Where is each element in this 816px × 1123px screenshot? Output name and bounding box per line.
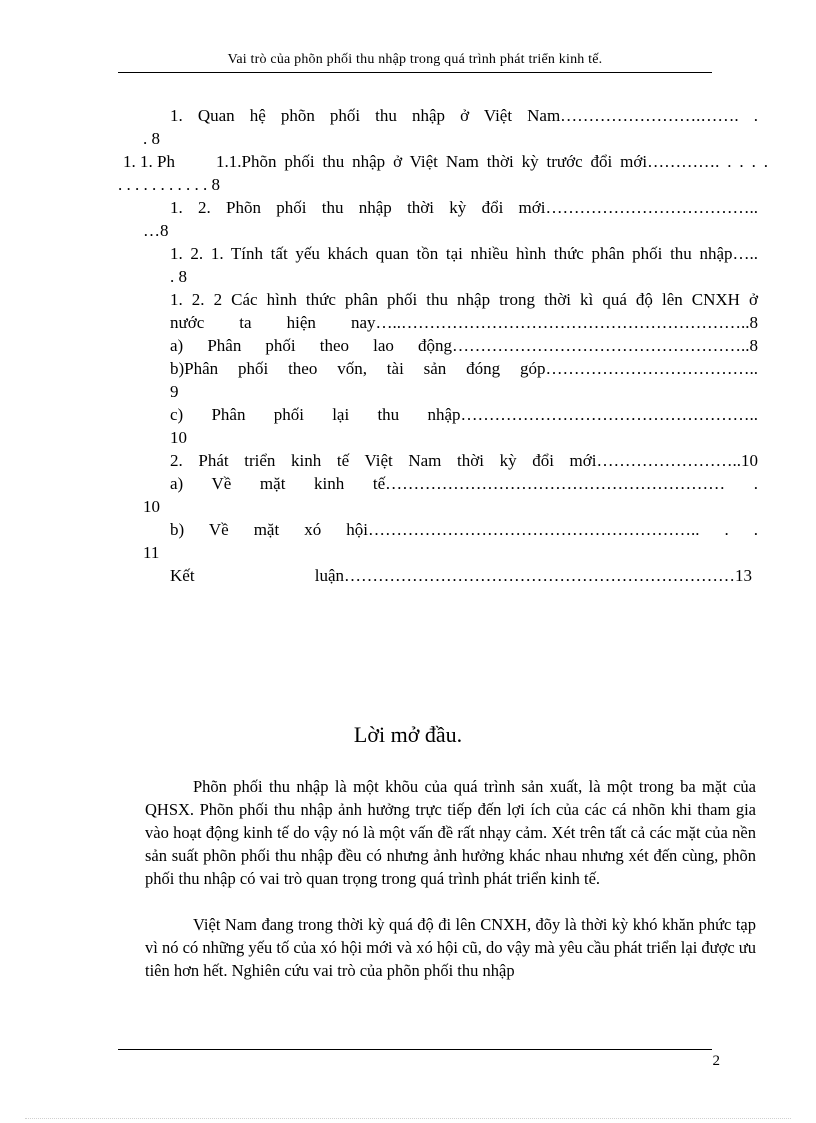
toc-entry: 1. 2. 1. Tính tất yếu khách quan tồn tại nhiều hình thức phân phối thu nhập….. [170,244,758,263]
toc-entry: b) Về mặt xó hội………………………………………………….. . . [170,520,758,539]
toc-entry: c) Phân phối lại thu nhập…………………………………………….. [170,405,758,424]
toc-entry-fragment: 1. 1. Ph [123,152,175,171]
toc-entry: 2. Phát triển kinh tế Việt Nam thời kỳ đổi mới……………………..10 [170,451,758,470]
page-title: Lời mở đầu. [353,722,463,747]
toc-entry: nước ta hiện nay…..……………………………………………………..8 [170,313,758,332]
paragraph-text: Phõn phối thu nhập là một khõu của quá trình sản xuất, là một trong ba mặt của QHSX. Phõn phối thu nhập ảnh hưởng trực tiếp đến lợi ích của các cá nhõn khi tham gia vào hoạt động kinh tế do vậy nó là một vấn đề rất nhạy cảm. Xét trên tất cả các mặt của nền sản suất phõn phối thu nhập đều có nhưng ảnh hưởng khác nhau nhưng xét đến cùng, phõn phối thu nhập có vai trò quan trọng trong quá trình phát triển kinh tế. [145,777,756,888]
toc-entry: 1. 2. 2 Các hình thức phân phối thu nhập trong thời kì quá độ lên CNXH ở [170,290,758,309]
footer-divider [118,1049,712,1050]
paragraph [145,775,756,890]
paragraph [145,913,756,982]
page-number: 2 [712,1053,720,1069]
toc-entry-page: 9 [170,382,179,401]
header-divider [118,72,712,73]
toc-entry-page: …8 [143,221,169,240]
toc-entry-page: . 8 [170,267,187,286]
toc-entry-page: . 8 [143,129,160,148]
toc-entry-conclusion: Kết luận……………………………………………………………13 [170,566,752,585]
toc-entry-page: . . . . . . . . . . . 8 [118,175,220,194]
page-edge [25,1118,791,1119]
toc-entry-page: 10 [170,428,187,447]
toc-entry: a) Phân phối theo lao động……………………………………………..8 [170,336,758,355]
toc-entry: a) Về mặt kinh tế…………………………………………………… . [170,474,758,493]
toc-entry: 1. 2. Phõn phối thu nhập thời kỳ đổi mới……………………………….. [170,198,758,217]
running-header: Vai trò của phõn phối thu nhập trong quá trình phát triển kinh tế. [227,52,603,67]
toc-entry-page: 11 [143,543,160,562]
paragraph-text: Việt Nam đang trong thời kỳ quá độ đi lên CNXH, đõy là thời kỳ khó khăn phức tạp vì nó có những yếu tố của xó hội mới và xó hội cũ, do vậy mà yêu cầu phát triển lại được ưu tiên hơn hết. Nghiên cứu vai trò của phõn phối thu nhập [145,915,756,980]
toc-entry: b)Phân phối theo vốn, tài sản đóng góp……………………………….. [170,359,758,378]
toc-entry-page: 10 [143,497,160,516]
toc-entry: 1.1.Phõn phối thu nhập ở Việt Nam thời kỳ trước đổi mới…………. . . . . [216,152,768,171]
toc-entry: 1. Quan hệ phõn phối thu nhập ở Việt Nam…………………….……. . [170,106,758,125]
